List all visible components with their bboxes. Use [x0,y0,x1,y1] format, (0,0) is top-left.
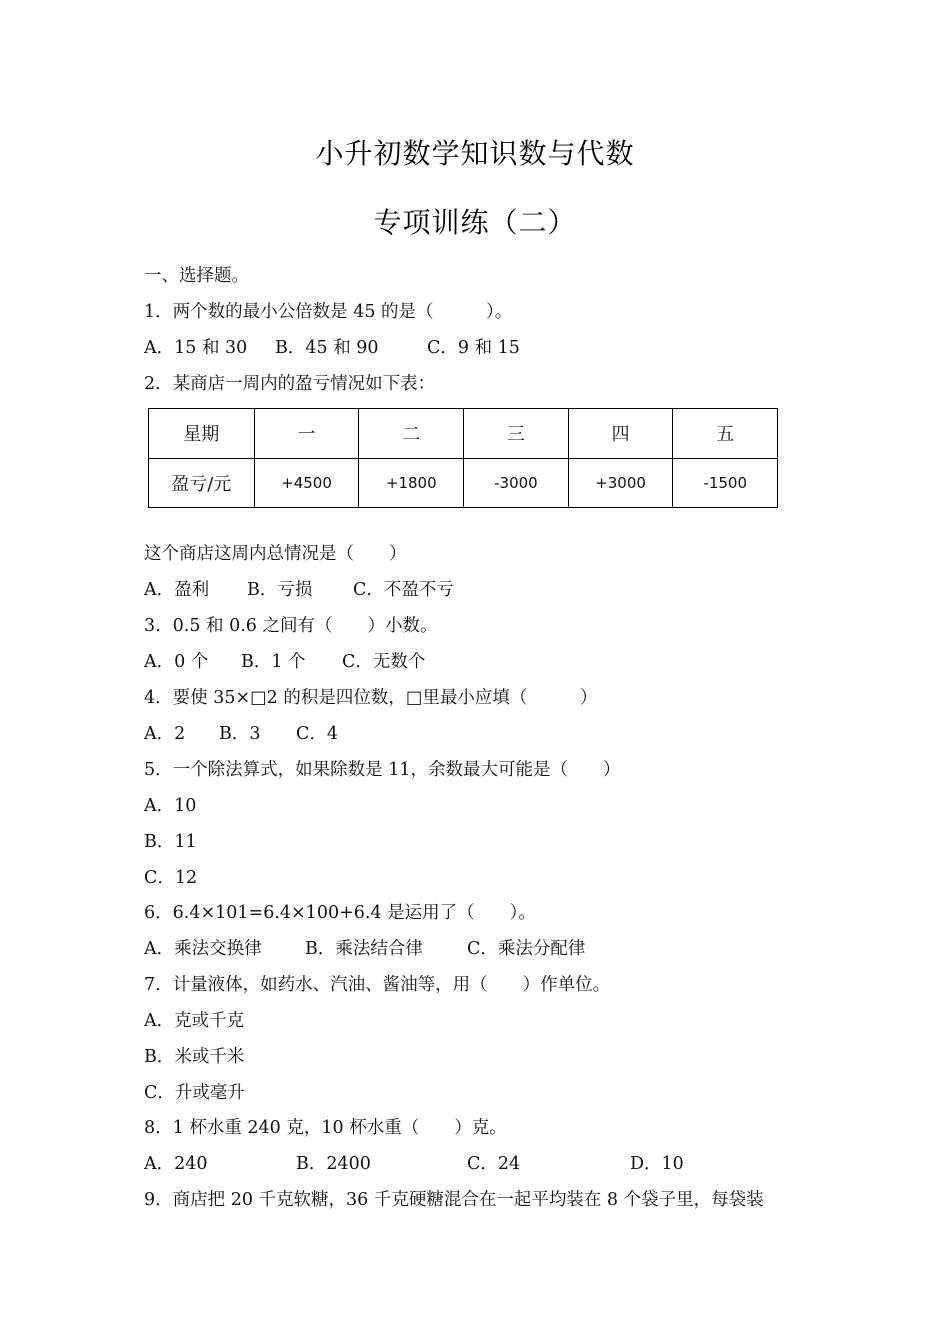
table-header-cell: 二 [359,409,464,459]
question-8-option-a: A．240 [144,1154,208,1174]
table-header-cell: 一 [254,409,359,459]
table-header-cell: 星期 [149,409,255,459]
question-4-option-a: A．2 [144,724,186,744]
question-2-option-c: C．不盈不亏 [353,580,454,600]
question-8-option-d: D．10 [630,1154,684,1174]
question-7-option-c: C．升或毫升 [144,1083,245,1103]
profit-loss-table [148,408,778,508]
question-9: 9．商店把 20 千克软糖，36 千克硬糖混合在一起平均装在 8 个袋子里，每袋装 [144,1190,764,1210]
question-3-option-b: B．1 个 [241,652,306,672]
table-cell: +1800 [359,458,464,508]
question-1: 1．两个数的最小公倍数是 45 的是（ ）。 [144,302,513,322]
question-7: 7．计量液体，如药水、汽油、酱油等，用（ ）作单位。 [144,975,611,995]
question-6-option-b: B．乘法结合律 [305,939,423,959]
section-heading: 一、选择题。 [144,266,249,286]
question-1-option-c: C．9 和 15 [427,338,520,358]
table-cell: +3000 [568,458,673,508]
question-7-option-a: A．克或千克 [144,1011,245,1031]
question-8-option-b: B．2400 [296,1154,371,1174]
question-6-option-a: A．乘法交换律 [144,939,262,959]
table-header-cell: 五 [673,409,778,459]
table-row [149,458,778,508]
question-5-option-b: B．11 [144,832,197,852]
question-1-option-a: A．15 和 30 [144,338,248,358]
table-row [149,409,778,459]
question-3-option-c: C．无数个 [342,652,426,672]
question-6-option-c: C．乘法分配律 [467,939,586,959]
question-8: 8．1 杯水重 240 克，10 杯水重（ ）克。 [144,1118,507,1138]
table-header-cell: 四 [568,409,673,459]
question-2-prompt: 这个商店这周内总情况是（ ） [144,544,407,564]
question-4-option-c: C．4 [296,724,339,744]
question-4-option-b: B．3 [219,724,261,744]
question-7-option-b: B．米或千米 [144,1047,245,1067]
question-8-option-c: C．24 [467,1154,521,1174]
table-cell: -1500 [673,458,778,508]
question-5-option-c: C．12 [144,868,198,888]
document-title: 小升初数学知识数与代数 [315,137,635,170]
question-3-option-a: A．0 个 [144,652,209,672]
question-5-option-a: A．10 [144,796,197,816]
question-2: 2．某商店一周内的盈亏情况如下表： [144,374,436,394]
table-cell: +4500 [254,458,359,508]
question-1-option-b: B．45 和 90 [275,338,379,358]
table-row-label: 盈亏/元 [149,458,255,508]
question-2-option-a: A．盈利 [144,580,210,600]
question-4: 4．要使 35×□2 的积是四位数，□里最小应填（ ） [144,688,598,708]
question-3: 3．0.5 和 0.6 之间有（ ）小数。 [144,616,438,636]
document-subtitle: 专项训练（二） [373,206,577,239]
table-header-cell: 三 [464,409,569,459]
question-2-option-b: B．亏损 [247,580,313,600]
question-5: 5．一个除法算式，如果除数是 11，余数最大可能是（ ） [144,760,621,780]
question-6: 6．6.4×101=6.4×100+6.4 是运用了（ ）。 [144,903,536,923]
table-cell: -3000 [464,458,569,508]
